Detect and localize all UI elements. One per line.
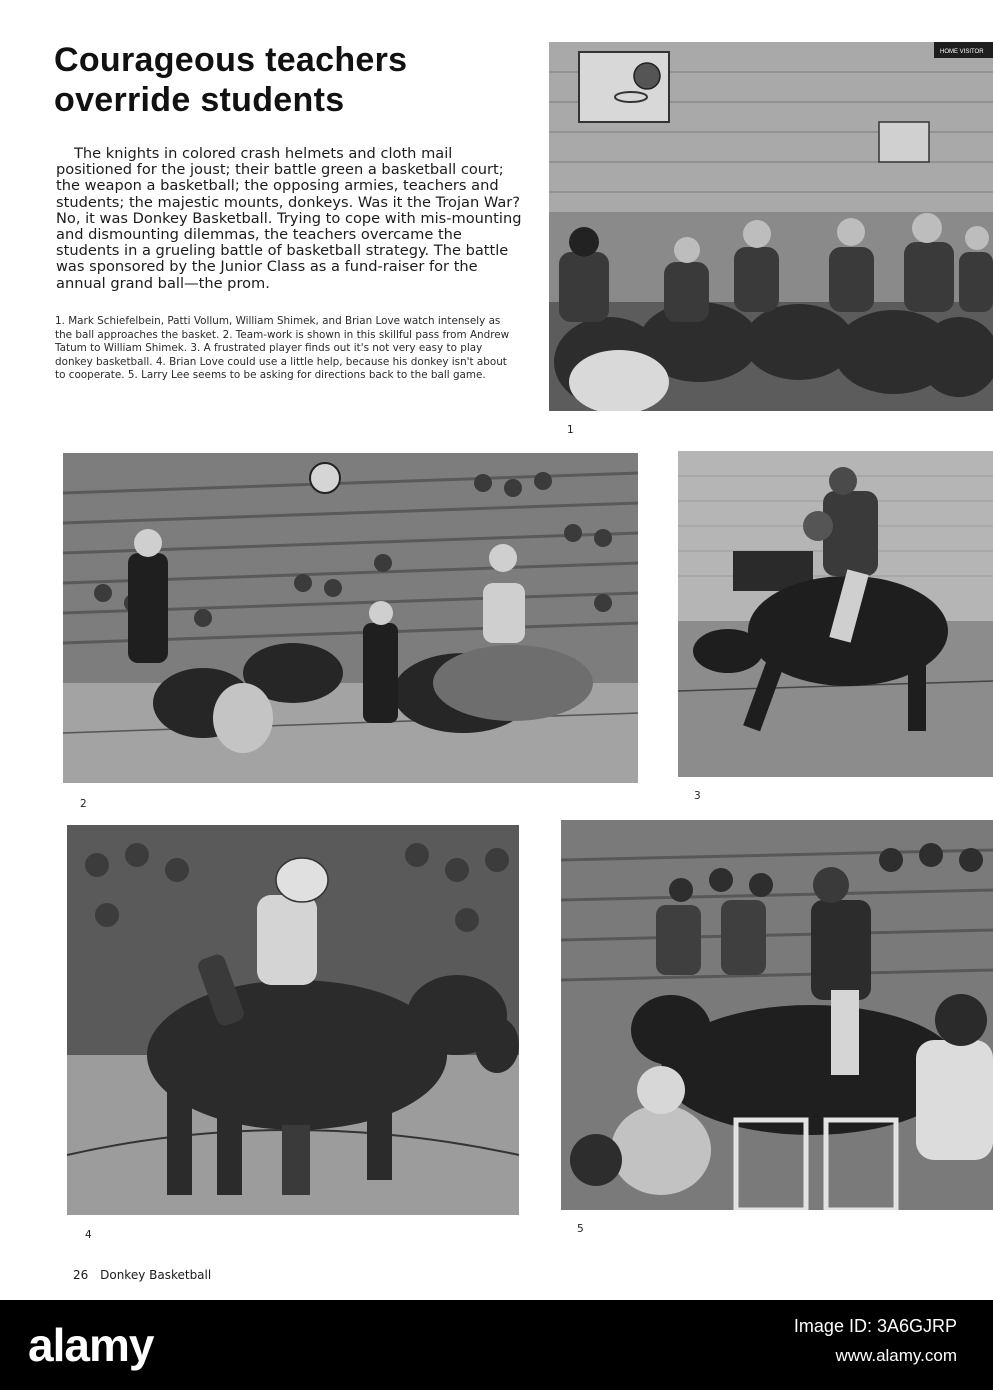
page-number: 26 <box>73 1268 89 1282</box>
watermark-url: www.alamy.com <box>835 1346 957 1365</box>
photo-number-2: 2 <box>80 798 87 810</box>
photo-number-4: 4 <box>85 1229 92 1241</box>
photo-captions: 1. Mark Schiefelbein, Patti Vollum, William Shimek, and Brian Love watch intensely as the ball approaches the basket. 2. Team-work is shown in this skillful pass from Andrew Tatum to William Shimek. 3. A frustrated player finds out it's not very easy to play donkey basketball. 4. Brian Love could use a little help, because his donkey isn't about to cooperate. 5. Larry Lee seems to be asking for directions back to the ball game. <box>55 315 510 382</box>
photo-3 <box>678 451 993 777</box>
photo-1 <box>549 42 993 411</box>
scoreboard-label: HOME VISITOR <box>940 49 984 55</box>
article-intro: The knights in colored crash helmets and cloth mail positioned for the joust; their battle green a basketball court; the weapon a basketball; the opposing armies, teachers and students; the majestic mounts, donkeys. Was it the Trojan War? No, it was Donkey Basketball. Trying to cope with mis-mounting and dismounting dilemmas, the teachers overcame the students in a grueling battle of basketball strategy. The battle was sponsored by the Junior Class as a fund-raiser for the annual grand ball—the prom. <box>56 145 522 292</box>
watermark-image-id: Image ID: 3A6GJRP <box>793 1316 957 1336</box>
photo-4 <box>67 825 519 1215</box>
photo-number-5: 5 <box>577 1223 584 1235</box>
photo-number-3: 3 <box>694 790 701 802</box>
watermark-logo: alamy <box>28 1319 154 1371</box>
page-footer <box>73 1268 211 1282</box>
photo-5 <box>561 820 993 1210</box>
article-headline: Courageous teachers override students <box>54 41 408 119</box>
photo-2 <box>63 453 638 783</box>
photo-number-1: 1 <box>567 424 574 436</box>
section-title: Donkey Basketball <box>100 1268 212 1282</box>
